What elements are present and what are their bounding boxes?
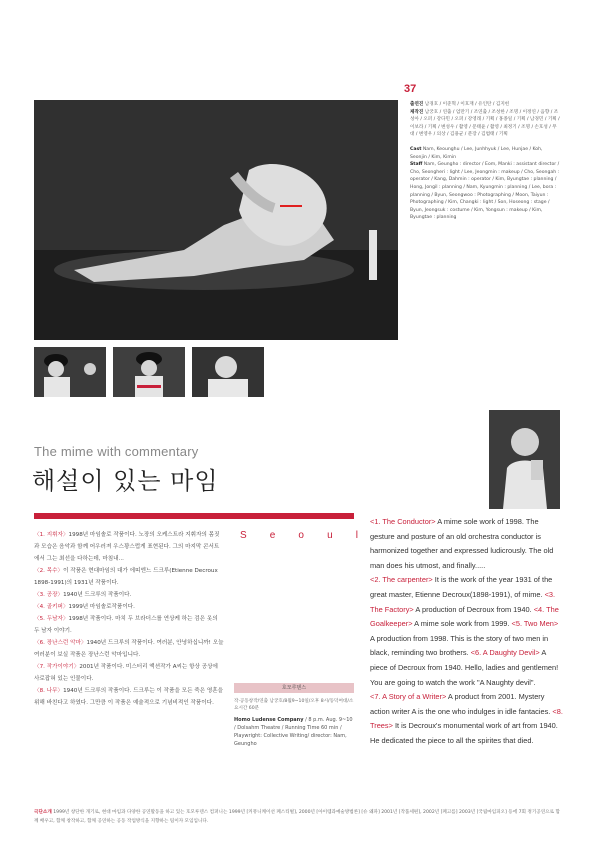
- english-description: [370, 515, 564, 749]
- korean-paragraph: 〈5. 두남자〉1998년 작품이다. 마치 두 브라더스를 연상케 하는 검은 옷의 두 남자 이야기.: [34, 616, 218, 634]
- performance-photo: [34, 100, 398, 340]
- company-info: [234, 716, 354, 748]
- korean-paragraph: 〈1. 지휘자〉1998년 마임솔로 작품이다. 노장의 오케스트라 지휘자의 몸짓과 모습은 음악과 함께 어우러져 우스꽝스럽게 표현된다. 그의 마지막 콘서트에서 그는 최선을 다하는데, 마침내...: [34, 532, 220, 562]
- city-letter: S: [240, 530, 247, 541]
- city-letter: u: [327, 530, 333, 541]
- company-note: 작·공동창작/연출 남궁호/8월9~10일/오후 8시/동덕여대/소요시간 60분: [234, 699, 354, 711]
- thumbnail-photo-3: [192, 347, 264, 397]
- korean-paragraph: 〈7. 작가이야기〉2001년 작품이다. 미스터리 액션작가 A씨는 항상 공상에 사로잡혀 있는 인물이다.: [34, 664, 218, 682]
- thumbnail-photo-2: [113, 347, 185, 397]
- company-tag: 호모루덴스: [234, 683, 354, 693]
- staff-list: Nam, Geungho : director / Eom, Manki : assistant director / Cho, Seongheri : light / Lee, Jeongmin : makeup / Cho, Seongah : operator / Kang, Dahmin : operator / Kim, Byungtae : planning / Hong, Jongil : planning / Nam, Kyungmin : planning / Lee, bora : planning / Byun, Seongwoo : Photographing / Moon, Taiyun : Photographing / Kim, Changki : light / Son, Hoseong : stage / Byun, Jeongsuk : costume / Kim, Yongsun : makeup / Kim, Byungtae : planning: [410, 162, 560, 221]
- city-label: [240, 530, 358, 541]
- korean-staff: 남궁호 / 연출 / 엄만기 / 조연출 / 조성한 / 조명 / 이정연 / 음향 / 조성아 / 오퍼 / 강다민 / 오퍼 / 강영래 / 기획 / 홍종일 / 기획 / 남경민 / 기획 / 이보라 / 기획 / 변성우 / 촬영 / 문태윤 / 촬영 / 최정기 / 조명 / 손호성 / 무대 / 변영우 / 의상 / 김용균 / 분장 / 김범태 / 기획: [410, 109, 560, 138]
- footnote-text: 1999년 창단한 개기로, 현대 마임과 다양한 공연활동을 하고 있는 호모루덴스 컴퍼니는 1999년 [커뮤니케이션 페스티벌], 2000년 [아이템과예술방법론] [슈 왜파] 2001년 [작품세편], 2002년 [페고를] 2003년 [국립마임피오] 등에 7회 정기공연으로 함께 배우고, 함께 창작하고, 함께 공연하는 공동 작업방식을 지향하는 팀이자 모임입니다.: [34, 810, 560, 824]
- side-portrait-photo: [489, 410, 560, 509]
- footnote-label: 극단소개: [34, 810, 52, 815]
- company-details: / 8 p.m. Aug. 9~10 / Dolsahm Theatre / Running Time 60 min / Playwright: Collective Writing/ director: Nam, Geungho: [234, 717, 353, 747]
- korean-description: [34, 529, 224, 709]
- cast-label: Cast: [410, 146, 422, 152]
- korean-paragraph: 〈8. 나무〉1940년 드크루의 작품이다. 드크루는 이 작품을 모든 죽은 영혼을 위해 바친다고 하였다. 그만큼 이 작품은 예술적으로 기념비적인 작품이다.: [34, 688, 224, 706]
- section-divider: [34, 513, 354, 519]
- korean-paragraph: 〈3. 공장〉1940년 드크루의 작품이다.: [34, 592, 132, 598]
- english-title: The mime with commentary: [34, 444, 199, 459]
- page-number: 37: [404, 83, 417, 95]
- city-letter: l: [355, 530, 358, 541]
- company-footnote: [34, 808, 564, 826]
- korean-cast: 남경호 / 이준혁 / 이호재 / 유인탄 / 김지헌: [424, 102, 510, 107]
- city-letter: o: [298, 530, 304, 541]
- english-paragraph: <1. The Conductor> A mime sole work of 1998. The gesture and posture of an old orchestra conductor is harmonized together and expressed ludicrously. The old man does his utmost, and finally..... <2. The carpenter> It is the work of the year 1931 of the great master, Etienne Decroux(1898-1991), of mime. <3. The Factory> A production of Decroux from 1940. <4. The Goalkeeper> A mime sole work from 1999. <5. Two Men> A production from 1998. This is the story of two men in black, reminding two brothers. <6. A Daughty Devil> A piece of Decroux from 1940. Hello, ladies and gentlemen! You are going to watch the work "A Naughty devil". <7. A Story of a Writer> A product from 2001. Mystery action writer A is the one who indulges in idle fantacies. <8. Trees> It is Decroux's monumental work of art from 1940. He dedicated the piece to all the spirites that died.: [370, 517, 563, 745]
- korean-paragraph: 〈2. 목수〉이 작품은 현대마임의 대가 에띠엔느 드크루(Etienne Decroux 1898-1991)의 1931년 작품이다.: [34, 568, 218, 586]
- mime-figure-illustration: [34, 100, 398, 340]
- korean-paragraph: 〈4. 골키퍼〉1999년 마임솔로작품이다.: [34, 604, 135, 610]
- credits-block: [410, 101, 560, 229]
- company-name: Homo Ludense Company: [234, 717, 304, 723]
- korean-title: 해설이 있는 마임: [32, 467, 219, 495]
- city-letter: e: [269, 530, 276, 541]
- korean-paragraph: 〈6. 장난스런 악마〉1940년 드크루의 작품이다. 여러분, 안녕하십니까! 오늘 여러분이 보실 작품은 장난스런 악마입니다.: [34, 640, 224, 658]
- korean-staff-label: 제작진: [410, 109, 424, 115]
- korean-cast-label: 출연진: [410, 102, 424, 107]
- cast-list: Nam, Keounghu / Lee, Junhhyuk / Lee, Hunjae / Koh, Seonjin / Kim, Kimin: [410, 146, 543, 160]
- staff-label: Staff: [410, 162, 423, 168]
- thumbnail-photo-1: [34, 347, 106, 397]
